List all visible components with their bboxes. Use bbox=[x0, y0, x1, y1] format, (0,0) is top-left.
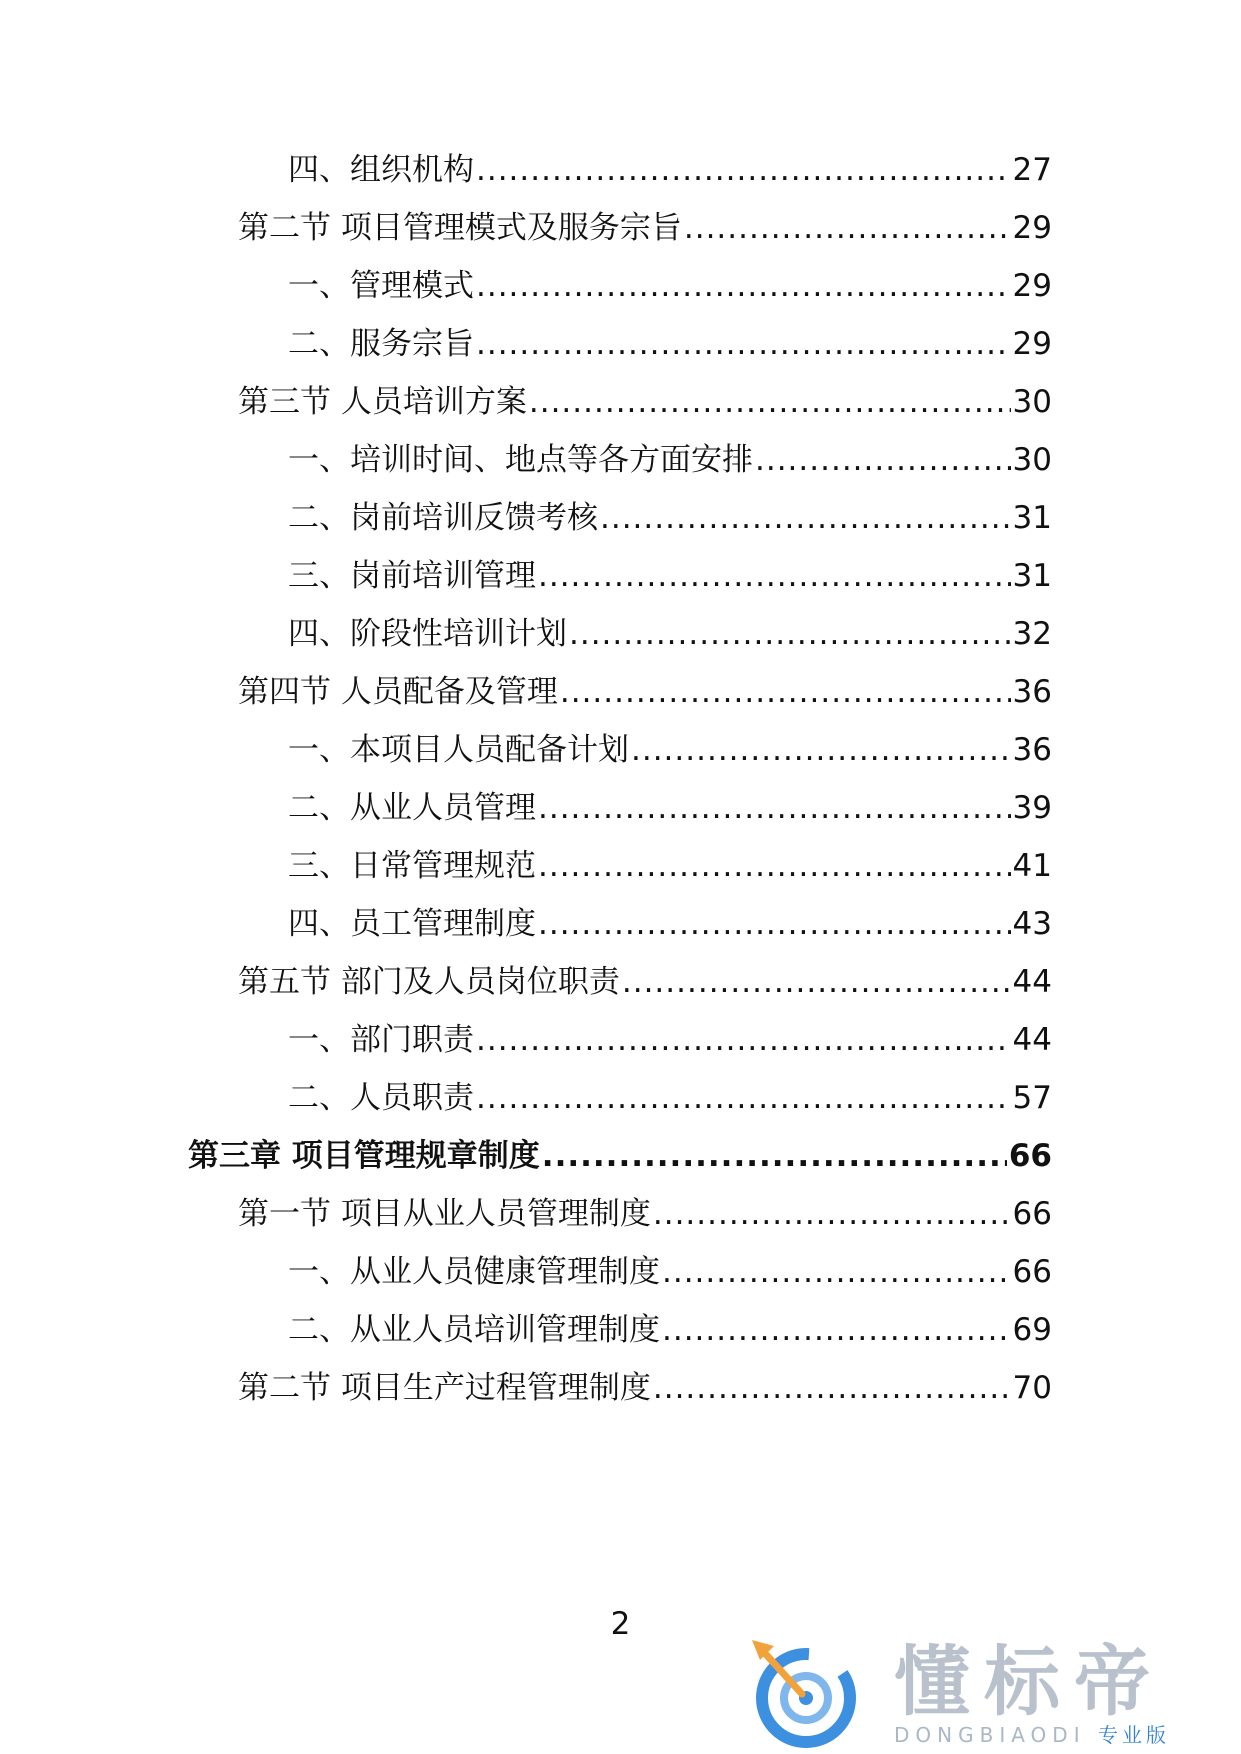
toc-entry-page: 44 bbox=[1012, 964, 1052, 1000]
toc-leader-dots bbox=[476, 148, 1011, 192]
toc-entry-page: 31 bbox=[1012, 558, 1052, 594]
toc-entry-title: 三、岗前培训管理 bbox=[288, 558, 536, 594]
toc-entry[interactable] bbox=[288, 264, 1052, 308]
toc-entry-page: 29 bbox=[1012, 268, 1052, 304]
toc-entry-page: 29 bbox=[1012, 210, 1052, 246]
toc-entry[interactable] bbox=[288, 1308, 1052, 1352]
toc-leader-dots bbox=[569, 612, 1011, 656]
watermark bbox=[744, 1636, 1224, 1748]
toc-leader-dots bbox=[755, 438, 1011, 482]
toc-entry[interactable] bbox=[288, 322, 1052, 366]
toc-entry-title: 二、服务宗旨 bbox=[288, 326, 474, 362]
toc-entry-title: 四、组织机构 bbox=[288, 152, 474, 188]
toc-entry[interactable] bbox=[288, 148, 1052, 192]
toc-entry[interactable] bbox=[238, 1192, 1052, 1236]
toc-leader-dots bbox=[560, 670, 1011, 714]
toc-entry-page: 27 bbox=[1012, 152, 1052, 188]
watermark-subtitle bbox=[894, 1724, 1170, 1746]
toc-leader-dots bbox=[631, 728, 1011, 772]
toc-leader-dots bbox=[662, 1250, 1011, 1294]
toc-entry[interactable] bbox=[288, 496, 1052, 540]
toc-entry-title: 第四节 人员配备及管理 bbox=[238, 674, 558, 710]
toc-entry-title: 第三节 人员培训方案 bbox=[238, 384, 527, 420]
toc-leader-dots bbox=[538, 844, 1011, 888]
toc-entry-page: 57 bbox=[1012, 1080, 1052, 1116]
toc-entry[interactable] bbox=[288, 844, 1052, 888]
toc-entry[interactable] bbox=[288, 554, 1052, 598]
toc-leader-dots bbox=[622, 960, 1011, 1004]
toc-entry[interactable] bbox=[288, 438, 1052, 482]
toc-entry-title: 二、岗前培训反馈考核 bbox=[288, 500, 598, 536]
toc-entry-title: 二、从业人员培训管理制度 bbox=[288, 1312, 660, 1348]
toc-leader-dots bbox=[653, 1366, 1011, 1410]
toc-entry-page: 31 bbox=[1012, 500, 1052, 536]
toc-entry-title: 第一节 项目从业人员管理制度 bbox=[238, 1196, 651, 1232]
watermark-latin: DONGBIAODI bbox=[894, 1723, 1086, 1747]
toc-entry-page: 36 bbox=[1012, 674, 1052, 710]
toc-entry[interactable] bbox=[238, 960, 1052, 1004]
toc-entry[interactable] bbox=[288, 1018, 1052, 1062]
toc-entry[interactable] bbox=[288, 902, 1052, 946]
toc-entry[interactable] bbox=[288, 612, 1052, 656]
toc-entry-title: 四、员工管理制度 bbox=[288, 906, 536, 942]
toc-entry-page: 66 bbox=[1012, 1254, 1052, 1290]
toc-entry-chapter[interactable] bbox=[188, 1134, 1052, 1178]
toc-leader-dots bbox=[476, 322, 1011, 366]
toc-entry-title: 一、部门职责 bbox=[288, 1022, 474, 1058]
toc-leader-dots bbox=[542, 1134, 1007, 1178]
toc-entry-title: 一、培训时间、地点等各方面安排 bbox=[288, 442, 753, 478]
toc-entry-page: 69 bbox=[1012, 1312, 1052, 1348]
toc-entry[interactable] bbox=[288, 1250, 1052, 1294]
toc-entry-title: 一、管理模式 bbox=[288, 268, 474, 304]
toc-entry-page: 44 bbox=[1012, 1022, 1052, 1058]
toc-entry-title: 第二节 项目生产过程管理制度 bbox=[238, 1370, 651, 1406]
toc-leader-dots bbox=[476, 1018, 1011, 1062]
toc-entry[interactable] bbox=[238, 206, 1052, 250]
toc-entry-title: 四、阶段性培训计划 bbox=[288, 616, 567, 652]
toc-entry[interactable] bbox=[288, 786, 1052, 830]
toc-leader-dots bbox=[529, 380, 1011, 424]
toc-entry[interactable] bbox=[238, 670, 1052, 714]
toc-entry-page: 39 bbox=[1012, 790, 1052, 826]
toc-entry-page: 36 bbox=[1012, 732, 1052, 768]
toc-leader-dots bbox=[538, 786, 1011, 830]
target-arrow-icon bbox=[744, 1636, 864, 1748]
toc-entry-page: 30 bbox=[1012, 442, 1052, 478]
toc-leader-dots bbox=[600, 496, 1011, 540]
toc-entry[interactable] bbox=[288, 728, 1052, 772]
page-number: 2 bbox=[610, 1606, 631, 1642]
toc-entry-title: 第二节 项目管理模式及服务宗旨 bbox=[238, 210, 682, 246]
toc-entry-page: 29 bbox=[1012, 326, 1052, 362]
toc-entry-page: 70 bbox=[1012, 1370, 1052, 1406]
toc-entry-page: 30 bbox=[1012, 384, 1052, 420]
watermark-name: 懂标帝 bbox=[894, 1637, 1164, 1726]
toc-leader-dots bbox=[538, 554, 1011, 598]
toc-entry[interactable] bbox=[288, 1076, 1052, 1120]
toc-entry-title: 第三章 项目管理规章制度 bbox=[188, 1138, 540, 1174]
toc-entry-page: 43 bbox=[1012, 906, 1052, 942]
toc-leader-dots bbox=[476, 264, 1011, 308]
toc-leader-dots bbox=[653, 1192, 1011, 1236]
toc-entry-title: 三、日常管理规范 bbox=[288, 848, 536, 884]
toc-leader-dots bbox=[476, 1076, 1011, 1120]
toc-entry-title: 二、从业人员管理 bbox=[288, 790, 536, 826]
toc-leader-dots bbox=[538, 902, 1011, 946]
toc-entry-title: 第五节 部门及人员岗位职责 bbox=[238, 964, 620, 1000]
toc-leader-dots bbox=[684, 206, 1011, 250]
toc-entry[interactable] bbox=[238, 1366, 1052, 1410]
toc-entry-page: 41 bbox=[1012, 848, 1052, 884]
watermark-tag: 专业版 bbox=[1097, 1723, 1170, 1747]
toc-entry-title: 二、人员职责 bbox=[288, 1080, 474, 1116]
toc-leader-dots bbox=[662, 1308, 1011, 1352]
toc-entry-page: 66 bbox=[1012, 1196, 1052, 1232]
toc-entry-title: 一、从业人员健康管理制度 bbox=[288, 1254, 660, 1290]
toc-entry-page: 32 bbox=[1012, 616, 1052, 652]
toc-entry[interactable] bbox=[238, 380, 1052, 424]
toc-entry-page: 66 bbox=[1008, 1138, 1052, 1174]
toc-entry-title: 一、本项目人员配备计划 bbox=[288, 732, 629, 768]
